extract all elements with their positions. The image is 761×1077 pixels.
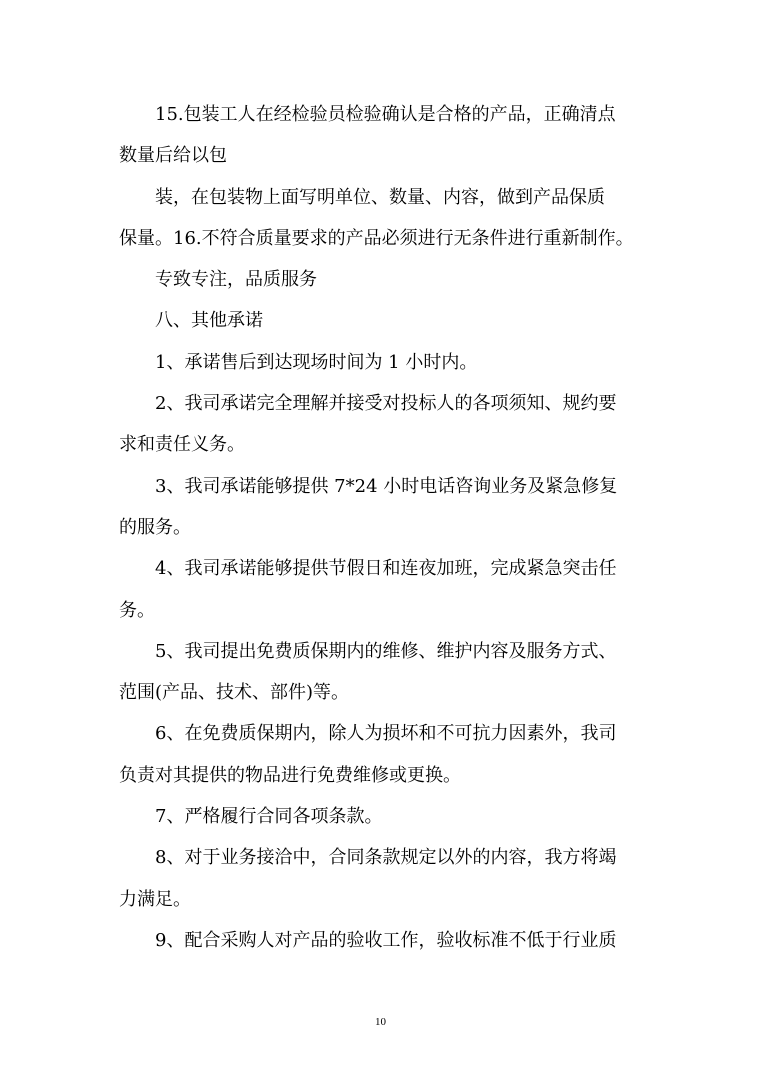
text-line: 1、承诺售后到达现场时间为 1 小时内。 [155,351,478,373]
text-line: 15.包装工人在经检验员检验确认是合格的产品，正确清点 [155,104,616,125]
text-line: 负责对其提供的物品进行免费维修或更换。 [119,764,461,786]
text-line: 保量。16.不符合质量要求的产品必须进行无条件进行重新制作。 [119,227,634,249]
text-line: 力满足。 [119,888,191,910]
text-line: 6、在免费质保期内，除人为损坏和不可抗力因素外，我司 [155,723,617,745]
text-line: 4、我司承诺能够提供节假日和连夜加班，完成紧急突击任 [155,558,617,580]
text-line: 数量后给以包 [119,145,227,167]
text-line: 求和责任义务。 [119,434,245,456]
text-line: 八、其他承诺 [155,310,263,332]
document-body [119,94,641,961]
text-line: 范围(产品、技术、部件)等。 [119,682,350,704]
text-line: 5、我司提出免费质保期内的维修、维护内容及服务方式、 [155,640,617,662]
page-number: 10 [375,1016,386,1028]
text-line: 2、我司承诺完全理解并接受对投标人的各项须知、规约要 [155,393,617,415]
text-line: 9、配合采购人对产品的验收工作，验收标准不低于行业质 [155,929,617,951]
text-line: 8、对于业务接洽中，合同条款规定以外的内容，我方将竭 [155,847,617,869]
text-line: 装，在包装物上面写明单位、数量、内容，做到产品保质 [155,186,605,208]
text-line: 3、我司承诺能够提供 7*24 小时电话咨询业务及紧急修复 [155,475,618,497]
text-line: 专致专注，品质服务 [155,269,317,291]
text-line: 7、严格履行合同各项条款。 [155,806,383,828]
text-line: 的服务。 [119,516,191,538]
text-line: 务。 [119,599,155,621]
